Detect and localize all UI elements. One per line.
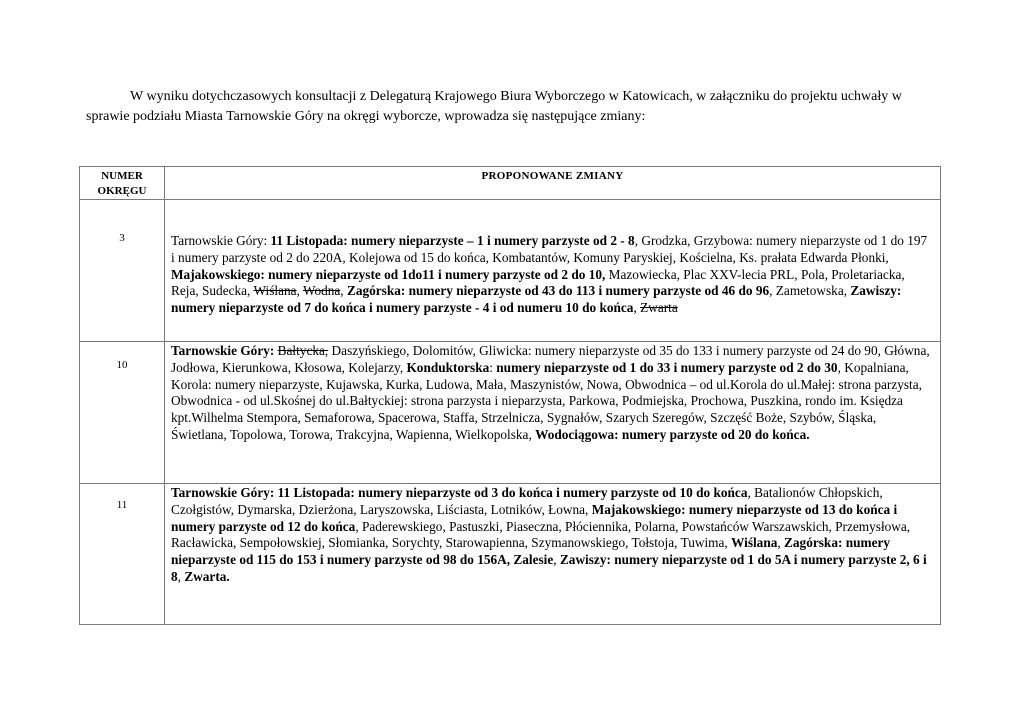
bold-text: Tarnowskie Góry:: [171, 343, 278, 358]
bold-text: Majakowskiego: numery nieparzyste od 1do11 i numery parzyste od 2 do 10,: [171, 266, 606, 282]
table-row: [80, 484, 941, 625]
district-changes: [165, 342, 941, 484]
header-district-number: [80, 167, 165, 200]
text-segment: ,: [777, 535, 785, 551]
text-segment: :: [489, 359, 497, 375]
bold-text: Majakowskiego: numery nieparzyste od 13 do końca i numery parzyste od 12 do końca: [171, 501, 898, 534]
header-num-line2: OKRĘGU: [97, 185, 147, 197]
bold-text: Zawiszy: numery nieparzyste od 1 do 5A i numery parzyste 2, 6 i 8: [171, 552, 927, 584]
bold-text: Zagórska: numery nieparzyste od 43 do 113 i numery parzyste od 46 do 96: [346, 283, 770, 299]
bold-text: Zagórska: numery nieparzyste od 115 do 153 i numery parzyste od 98 do 156A, Zalesie: [171, 535, 891, 568]
text-segment: , Batalionów Chłopskich, Czołgistów, Dymarska, Dzierżona, Laryszowska, Liściasta, Lotników, Łowna,: [171, 485, 883, 517]
struck-text: Wodna: [302, 283, 341, 299]
text-segment: Daszyńskiego, Dolomitów, Gliwicka: numery nieparzyste od 35 do 133 i numery parzyste od 24 do 90, Główna, Jodłowa, Kierunkowa, Kłosowa, Kolejarzy,: [171, 343, 930, 375]
header-num-line1: NUMER: [101, 170, 143, 182]
district-number: 11: [80, 484, 165, 625]
bold-text: Wiślana: [731, 535, 778, 551]
table-header-row: [80, 167, 941, 200]
text-segment: ,: [633, 300, 641, 316]
intro-paragraph: W wyniku dotychczasowych konsultacji z Delegaturą Krajowego Biura Wyborczego w Katowicach, w załączniku do projektu uchwały w sprawie podziału Miasta Tarnowskie Góry na okręgi wyborcze, wprowadza się następujące zmiany:: [86, 89, 902, 124]
text-segment: Tarnowskie Góry:: [171, 233, 271, 248]
struck-text: Bałtycka,: [277, 343, 329, 358]
table-row: [80, 200, 941, 342]
text-segment: ,: [177, 568, 185, 584]
text-segment: Mazowiecka, Plac XXV-lecia PRL, Pola, Proletariacka, Reja, Sudecka,: [171, 266, 905, 299]
text-segment: ,: [340, 283, 347, 299]
bold-text: 11 Listopada: numery nieparzyste – 1 i numery parzyste od 2 - 8: [270, 233, 635, 248]
district-number: 3: [80, 200, 165, 342]
bold-text: Zwarta.: [184, 568, 230, 584]
bold-text: Konduktorska: [406, 359, 490, 375]
district-changes: [165, 484, 941, 625]
bold-text: Wodociągowa: numery parzyste od 20 do końca.: [535, 426, 810, 442]
bold-text: Zawiszy: numery nieparzyste od 7 do końca i numery parzyste - 4 i od numeru 10 do końca: [171, 283, 902, 316]
district-number: 10: [80, 342, 165, 484]
bold-text: numery nieparzyste od 1 do 33 i numery parzyste od 2 do 30: [496, 359, 838, 375]
text-segment: ,: [296, 283, 303, 299]
district-changes: [165, 200, 941, 342]
text-segment: ,: [553, 552, 560, 568]
text-segment: , Kopalniana, Korola: numery nieparzyste, Kujawska, Kurka, Ludowa, Mała, Maszynistów, Nowa, Obwodnica – od ul.Korola do ul.Małej: strona parzysta, Obwodnica - od ul.Skośnej do ul.Bałtyckiej: strona parzysta i nieparzysta, Parkowa, Podmiejska, Prochowa, Puszkina, rondo im. Księdza kpt.Wilhelma Stempora, Semaforowa, Spacerowa, Staffa, Strzelnicza, Sygnałów, Szarych Szeregów, Szczęść Boże, Szybów, Śląska, Świetlana, Topolowa, Torowa, Trakcyjna, Wapienna, Wielkopolska,: [171, 359, 922, 442]
bold-text: Tarnowskie Góry: 11 Listopada: numery nieparzyste od 3 do końca i numery parzyste od 10 do końca: [171, 485, 748, 500]
text-segment: , Zametowska,: [769, 283, 851, 299]
changes-table: [79, 166, 941, 625]
text-segment: , Paderewskiego, Pastuszki, Piaseczna, Płóciennika, Polarna, Powstańców Warszawskich, Przemysłowa, Racławicka, Sempołowskiej, Słomianka, Sorychty, Starowapienna, Szymanowskiego, Tołstoja, Tuwima,: [171, 518, 911, 551]
table-row: [80, 342, 941, 484]
header-proposed-changes: PROPONOWANE ZMIANY: [165, 167, 941, 200]
text-segment: , Grodzka, Grzybowa: numery nieparzyste od 1 do 197 i numery parzyste od 2 do 220A, Kolejowa od 15 do końca, Kombatantów, Komuny Paryskiej, Kościelna, Ks. prałata Edwarda Płonki,: [171, 233, 928, 265]
struck-text: Wiślana: [253, 283, 297, 299]
struck-text: Zwarta: [640, 300, 678, 316]
